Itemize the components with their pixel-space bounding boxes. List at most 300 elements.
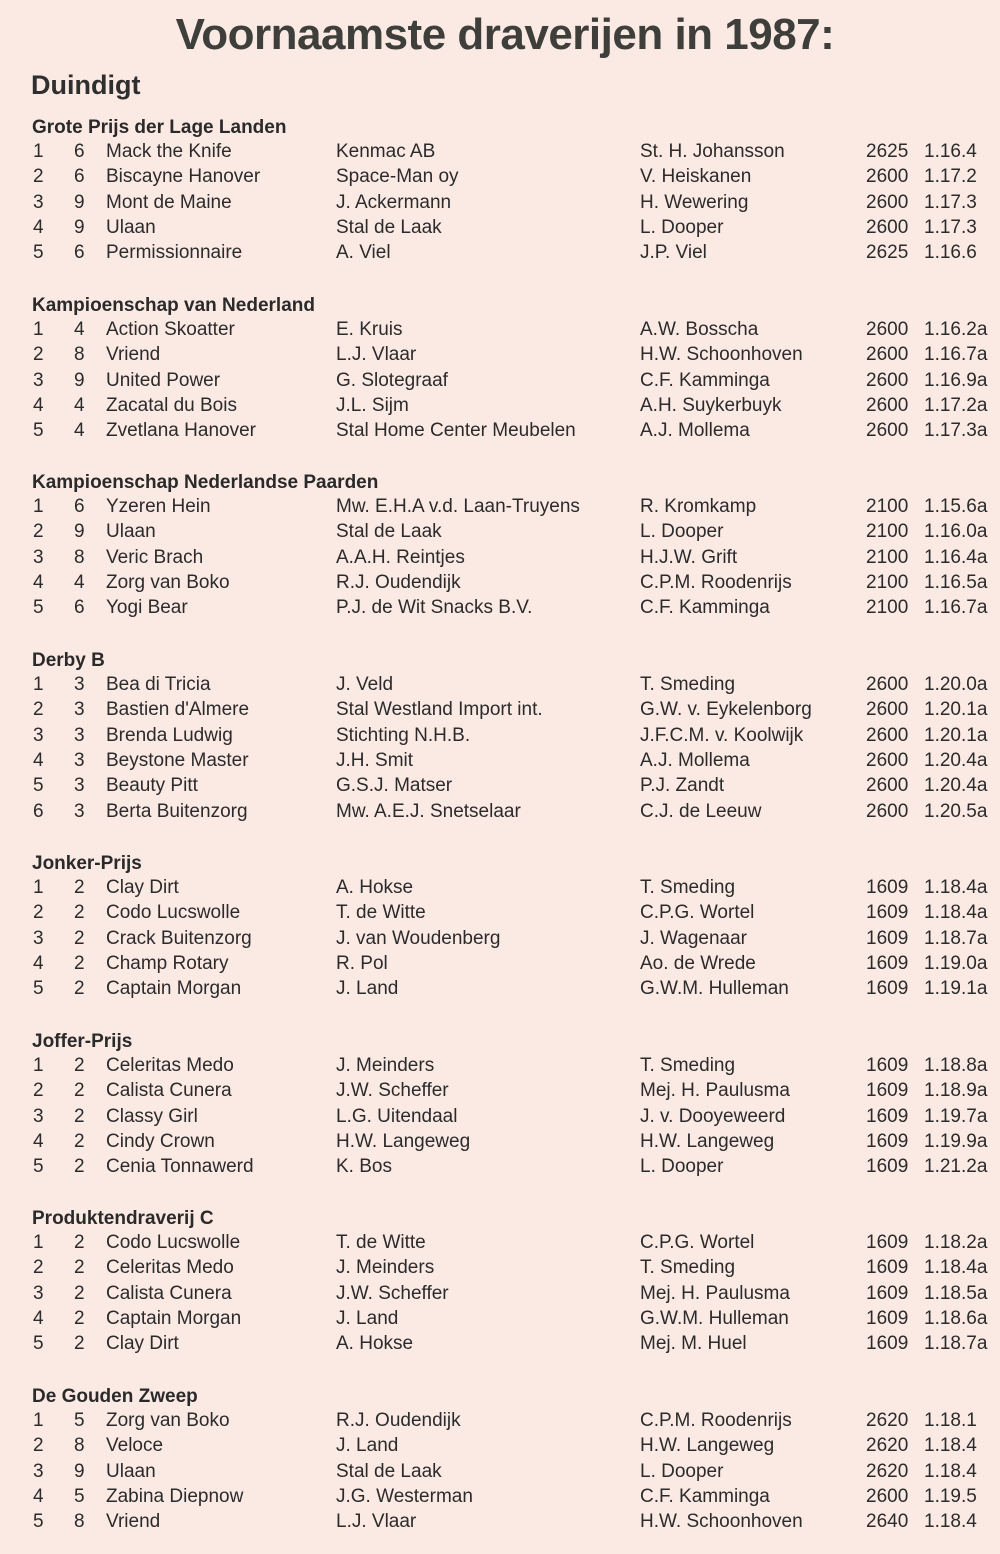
result-horse: Mack the Knife	[106, 141, 232, 162]
result-age: 3	[74, 674, 85, 695]
venue-heading: Duindigt	[31, 70, 141, 100]
race-title: Derby B	[32, 650, 105, 671]
result-age: 8	[74, 344, 85, 366]
result-horse: Bea di Tricia	[106, 674, 211, 695]
result-horse: Celeritas Medo	[106, 1257, 234, 1279]
result-time: 1.19.9a	[924, 1130, 988, 1152]
result-horse: Crack Buitenzorg	[106, 927, 252, 949]
result-pos: 5	[33, 420, 44, 442]
result-driver: Mej. H. Paulusma	[640, 1080, 790, 1102]
result-age: 6	[74, 242, 85, 264]
result-horse: Permissionnaire	[106, 242, 243, 264]
result-distance: 2600	[866, 1485, 909, 1507]
result-owner: P.J. de Wit Snacks B.V.	[336, 597, 533, 619]
result-owner: J. Land	[336, 978, 399, 1000]
result-driver: A.W. Bosscha	[640, 319, 759, 340]
result-driver: L. Dooper	[640, 1460, 724, 1482]
result-distance: 2600	[866, 394, 909, 416]
result-row	[0, 319, 1000, 344]
result-age: 2	[74, 952, 85, 974]
result-owner: A. Viel	[336, 242, 391, 264]
result-age: 9	[74, 369, 85, 391]
race-section	[0, 472, 1000, 627]
result-age: 3	[74, 749, 85, 771]
result-distance: 1609	[866, 1307, 909, 1329]
result-time: 1.17.2	[924, 166, 977, 188]
result-pos: 2	[33, 344, 44, 366]
result-row	[0, 1435, 1000, 1460]
result-row	[0, 192, 1000, 217]
result-time: 1.19.0a	[924, 952, 988, 974]
result-pos: 3	[33, 369, 44, 391]
result-driver: J.F.C.M. v. Koolwijk	[640, 724, 804, 746]
result-driver: Ao. de Wrede	[640, 952, 756, 974]
result-time: 1.16.9a	[924, 369, 988, 391]
result-owner: G. Slotegraaf	[336, 369, 448, 391]
result-distance: 2100	[866, 546, 909, 568]
result-horse: Veric Brach	[106, 546, 204, 568]
result-age: 4	[74, 394, 85, 416]
result-driver: J. Wagenaar	[640, 927, 748, 949]
result-pos: 2	[33, 166, 44, 188]
result-owner: L.J. Vlaar	[336, 344, 417, 366]
result-driver: T. Smeding	[640, 674, 736, 695]
result-distance: 2100	[866, 521, 909, 543]
result-distance: 2100	[866, 571, 909, 593]
result-time: 1.16.0a	[924, 521, 988, 543]
result-owner: T. de Witte	[336, 1232, 426, 1253]
result-distance: 2600	[866, 319, 909, 340]
result-age: 8	[74, 1435, 85, 1457]
result-age: 2	[74, 927, 85, 949]
result-distance: 1609	[866, 978, 909, 1000]
result-distance: 2600	[866, 749, 909, 771]
result-owner: Stal de Laak	[336, 1460, 442, 1482]
result-distance: 2600	[866, 420, 909, 442]
result-pos: 1	[33, 877, 44, 898]
result-driver: T. Smeding	[640, 877, 736, 898]
result-distance: 2600	[866, 166, 909, 188]
result-pos: 4	[33, 571, 44, 593]
result-time: 1.18.5a	[924, 1282, 988, 1304]
result-distance: 2625	[866, 141, 909, 162]
result-row	[0, 217, 1000, 242]
result-time: 1.16.7a	[924, 344, 988, 366]
result-owner: J. van Woudenberg	[336, 927, 501, 949]
result-age: 3	[74, 724, 85, 746]
result-horse: Celeritas Medo	[106, 1055, 234, 1076]
result-distance: 2620	[866, 1460, 909, 1482]
result-time: 1.19.1a	[924, 978, 988, 1000]
result-owner: J. Ackermann	[336, 191, 452, 213]
result-horse: Veloce	[106, 1435, 164, 1457]
result-row	[0, 344, 1000, 369]
result-driver: C.P.G. Wortel	[640, 1232, 755, 1253]
result-pos: 4	[33, 1485, 44, 1507]
result-time: 1.21.2a	[924, 1156, 988, 1178]
result-row	[0, 1131, 1000, 1156]
result-row	[0, 1257, 1000, 1282]
result-row	[0, 166, 1000, 191]
result-distance: 1609	[866, 1080, 909, 1102]
result-row	[0, 953, 1000, 978]
result-age: 4	[74, 420, 85, 442]
result-pos: 1	[33, 674, 44, 695]
result-horse: Zabina Diepnow	[106, 1485, 244, 1507]
result-age: 6	[74, 496, 85, 517]
result-horse: Ulaan	[106, 1460, 156, 1482]
result-driver: V. Heiskanen	[640, 166, 752, 188]
result-driver: C.F. Kamminga	[640, 369, 770, 391]
result-owner: Stichting N.H.B.	[336, 724, 471, 746]
result-age: 9	[74, 191, 85, 213]
result-time: 1.15.6a	[924, 496, 988, 517]
result-distance: 1609	[866, 877, 909, 898]
result-pos: 4	[33, 394, 44, 416]
result-time: 1.17.3a	[924, 420, 988, 442]
result-time: 1.16.2a	[924, 319, 988, 340]
result-horse: Brenda Ludwig	[106, 724, 233, 746]
result-row	[0, 725, 1000, 750]
result-age: 2	[74, 902, 85, 924]
result-row	[0, 1461, 1000, 1486]
result-pos: 5	[33, 597, 44, 619]
race-title: Grote Prijs der Lage Landen	[32, 117, 287, 138]
result-pos: 1	[33, 319, 44, 340]
result-horse: Mont de Maine	[106, 191, 232, 213]
result-row	[0, 1106, 1000, 1131]
result-time: 1.18.6a	[924, 1307, 988, 1329]
result-row	[0, 902, 1000, 927]
result-owner: R. Pol	[336, 952, 388, 974]
result-row	[0, 521, 1000, 546]
result-pos: 5	[33, 1156, 44, 1178]
result-driver: H.W. Schoonhoven	[640, 344, 803, 366]
result-owner: Space-Man oy	[336, 166, 459, 188]
result-age: 2	[74, 1130, 85, 1152]
result-time: 1.18.4	[924, 1435, 977, 1457]
result-owner: Stal de Laak	[336, 216, 442, 238]
result-time: 1.16.5a	[924, 571, 988, 593]
result-row	[0, 877, 1000, 902]
result-time: 1.20.0a	[924, 674, 988, 695]
result-pos: 4	[33, 1130, 44, 1152]
result-driver: H.W. Langeweg	[640, 1130, 775, 1152]
result-pos: 3	[33, 1105, 44, 1127]
result-row	[0, 750, 1000, 775]
result-time: 1.19.7a	[924, 1105, 988, 1127]
result-time: 1.18.1	[924, 1410, 977, 1431]
result-owner: L.G. Uitendaal	[336, 1105, 458, 1127]
result-distance: 2600	[866, 775, 909, 797]
result-driver: G.W. v. Eykelenborg	[640, 699, 812, 721]
result-age: 2	[74, 877, 85, 898]
result-pos: 4	[33, 952, 44, 974]
result-row	[0, 1333, 1000, 1358]
race-section	[0, 1386, 1000, 1541]
result-time: 1.19.5	[924, 1485, 977, 1507]
race-title: Joffer-Prijs	[32, 1031, 133, 1052]
result-age: 2	[74, 1307, 85, 1329]
result-horse: Clay Dirt	[106, 1333, 179, 1355]
result-pos: 2	[33, 1080, 44, 1102]
result-time: 1.18.4	[924, 1460, 977, 1482]
result-row	[0, 928, 1000, 953]
result-driver: J.P. Viel	[640, 242, 707, 264]
result-owner: Kenmac AB	[336, 141, 436, 162]
result-row	[0, 1511, 1000, 1536]
result-driver: A.J. Mollema	[640, 749, 750, 771]
result-driver: R. Kromkamp	[640, 496, 757, 517]
result-driver: G.W.M. Hulleman	[640, 1307, 789, 1329]
result-pos: 2	[33, 699, 44, 721]
result-pos: 3	[33, 927, 44, 949]
result-owner: J.H. Smit	[336, 749, 414, 771]
result-row	[0, 572, 1000, 597]
result-time: 1.18.8a	[924, 1055, 988, 1076]
result-age: 5	[74, 1485, 85, 1507]
result-horse: Zorg van Boko	[106, 571, 230, 593]
result-horse: Ulaan	[106, 216, 156, 238]
result-horse: Zvetlana Hanover	[106, 420, 256, 442]
result-age: 2	[74, 1080, 85, 1102]
result-owner: Mw. A.E.J. Snetselaar	[336, 800, 521, 822]
result-pos: 4	[33, 216, 44, 238]
result-horse: Beystone Master	[106, 749, 249, 771]
result-horse: Captain Morgan	[106, 1307, 242, 1329]
result-driver: L. Dooper	[640, 1156, 724, 1178]
result-age: 3	[74, 699, 85, 721]
result-driver: C.P.M. Roodenrijs	[640, 571, 792, 593]
result-row	[0, 1308, 1000, 1333]
result-row	[0, 801, 1000, 826]
result-owner: J.L. Sijm	[336, 394, 409, 416]
race-section	[0, 295, 1000, 450]
result-driver: C.P.G. Wortel	[640, 902, 755, 924]
result-age: 5	[74, 1410, 85, 1431]
result-time: 1.18.2a	[924, 1232, 988, 1253]
result-horse: Vriend	[106, 344, 161, 366]
result-distance: 2600	[866, 674, 909, 695]
result-pos: 4	[33, 1307, 44, 1329]
result-time: 1.16.7a	[924, 597, 988, 619]
result-horse: Classy Girl	[106, 1105, 198, 1127]
result-distance: 1609	[866, 1130, 909, 1152]
result-pos: 3	[33, 1460, 44, 1482]
result-owner: G.S.J. Matser	[336, 775, 453, 797]
result-row	[0, 1410, 1000, 1435]
result-age: 6	[74, 141, 85, 162]
result-driver: C.J. de Leeuw	[640, 800, 762, 822]
result-time: 1.16.4a	[924, 546, 988, 568]
result-row	[0, 978, 1000, 1003]
result-distance: 1609	[866, 1282, 909, 1304]
result-row	[0, 420, 1000, 445]
result-distance: 2625	[866, 242, 909, 264]
result-age: 2	[74, 1232, 85, 1253]
result-driver: T. Smeding	[640, 1257, 736, 1279]
result-time: 1.18.4a	[924, 902, 988, 924]
result-horse: Beauty Pitt	[106, 775, 198, 797]
result-owner: L.J. Vlaar	[336, 1511, 417, 1533]
result-owner: J. Meinders	[336, 1055, 435, 1076]
result-owner: J.W. Scheffer	[336, 1080, 449, 1102]
result-distance: 2600	[866, 216, 909, 238]
result-driver: St. H. Johansson	[640, 141, 785, 162]
result-horse: Calista Cunera	[106, 1282, 232, 1304]
result-distance: 1609	[866, 1105, 909, 1127]
result-age: 3	[74, 800, 85, 822]
result-age: 2	[74, 1105, 85, 1127]
race-section	[0, 1208, 1000, 1363]
result-pos: 1	[33, 496, 44, 517]
result-driver: H. Wewering	[640, 191, 749, 213]
result-owner: Mw. E.H.A v.d. Laan-Truyens	[336, 496, 580, 517]
result-time: 1.17.3	[924, 191, 977, 213]
result-horse: Cenia Tonnawerd	[106, 1156, 254, 1178]
result-row	[0, 597, 1000, 622]
result-pos: 2	[33, 1257, 44, 1279]
result-time: 1.16.6	[924, 242, 977, 264]
result-owner: J. Land	[336, 1307, 399, 1329]
result-row	[0, 1232, 1000, 1257]
result-distance: 1609	[866, 1232, 909, 1253]
result-distance: 2620	[866, 1435, 909, 1457]
result-horse: Captain Morgan	[106, 978, 242, 1000]
result-driver: T. Smeding	[640, 1055, 736, 1076]
result-distance: 1609	[866, 1333, 909, 1355]
result-horse: Calista Cunera	[106, 1080, 232, 1102]
result-distance: 1609	[866, 1055, 909, 1076]
result-row	[0, 1080, 1000, 1105]
result-owner: E. Kruis	[336, 319, 403, 340]
result-pos: 3	[33, 191, 44, 213]
result-owner: Stal de Laak	[336, 521, 442, 543]
result-owner: R.J. Oudendijk	[336, 571, 461, 593]
result-horse: Champ Rotary	[106, 952, 229, 974]
result-owner: A.A.H. Reintjes	[336, 546, 465, 568]
result-pos: 5	[33, 242, 44, 264]
result-row	[0, 699, 1000, 724]
result-pos: 1	[33, 141, 44, 162]
result-distance: 1609	[866, 952, 909, 974]
result-pos: 2	[33, 902, 44, 924]
result-driver: A.H. Suykerbuyk	[640, 394, 782, 416]
result-distance: 1609	[866, 1257, 909, 1279]
result-time: 1.20.4a	[924, 775, 988, 797]
result-row	[0, 1486, 1000, 1511]
result-driver: C.F. Kamminga	[640, 1485, 770, 1507]
result-age: 9	[74, 521, 85, 543]
result-distance: 2600	[866, 800, 909, 822]
result-driver: A.J. Mollema	[640, 420, 750, 442]
result-owner: A. Hokse	[336, 877, 414, 898]
result-owner: J. Veld	[336, 674, 394, 695]
result-time: 1.17.3	[924, 216, 977, 238]
result-owner: H.W. Langeweg	[336, 1130, 471, 1152]
result-pos: 4	[33, 749, 44, 771]
result-age: 2	[74, 1257, 85, 1279]
result-owner: Stal Home Center Meubelen	[336, 420, 576, 442]
result-age: 6	[74, 166, 85, 188]
result-row	[0, 141, 1000, 166]
result-horse: Codo Lucswolle	[106, 902, 241, 924]
result-row	[0, 1055, 1000, 1080]
race-title: De Gouden Zweep	[32, 1386, 198, 1407]
result-pos: 5	[33, 775, 44, 797]
result-time: 1.17.2a	[924, 394, 988, 416]
result-driver: L. Dooper	[640, 216, 724, 238]
result-row	[0, 242, 1000, 267]
result-age: 2	[74, 1156, 85, 1178]
result-age: 9	[74, 1460, 85, 1482]
result-distance: 2600	[866, 699, 909, 721]
result-driver: H.J.W. Grift	[640, 546, 738, 568]
race-section	[0, 853, 1000, 1008]
result-row	[0, 370, 1000, 395]
page-title: Voornaamste draverijen in 1987:	[175, 10, 835, 59]
race-title: Produktendraverij C	[32, 1208, 214, 1229]
result-age: 2	[74, 1055, 85, 1076]
result-driver: L. Dooper	[640, 521, 724, 543]
result-distance: 2620	[866, 1410, 909, 1431]
result-pos: 6	[33, 800, 44, 822]
result-horse: Codo Lucswolle	[106, 1232, 241, 1253]
result-horse: Biscayne Hanover	[106, 166, 261, 188]
result-owner: Stal Westland Import int.	[336, 699, 543, 721]
result-horse: United Power	[106, 369, 221, 391]
result-age: 8	[74, 1511, 85, 1533]
result-row	[0, 496, 1000, 521]
result-pos: 1	[33, 1232, 44, 1253]
result-time: 1.20.5a	[924, 800, 988, 822]
result-distance: 2600	[866, 344, 909, 366]
result-driver: J. v. Dooyeweerd	[640, 1105, 786, 1127]
result-distance: 2600	[866, 724, 909, 746]
result-age: 2	[74, 1282, 85, 1304]
result-distance: 2100	[866, 597, 909, 619]
result-pos: 2	[33, 1435, 44, 1457]
result-row	[0, 775, 1000, 800]
result-horse: Bastien d'Almere	[106, 699, 250, 721]
result-driver: H.W. Langeweg	[640, 1435, 775, 1457]
result-pos: 5	[33, 1333, 44, 1355]
result-pos: 3	[33, 546, 44, 568]
result-time: 1.20.4a	[924, 749, 988, 771]
result-horse: Vriend	[106, 1511, 161, 1533]
result-horse: Zorg van Boko	[106, 1410, 230, 1431]
result-distance: 2640	[866, 1511, 909, 1533]
result-driver: C.F. Kamminga	[640, 597, 770, 619]
race-title: Kampioenschap van Nederland	[32, 295, 315, 316]
result-age: 8	[74, 546, 85, 568]
result-horse: Action Skoatter	[106, 319, 235, 340]
result-age: 6	[74, 597, 85, 619]
result-age: 9	[74, 216, 85, 238]
result-owner: K. Bos	[336, 1156, 392, 1178]
result-horse: Berta Buitenzorg	[106, 800, 248, 822]
result-horse: Cindy Crown	[106, 1130, 215, 1152]
result-distance: 1609	[866, 902, 909, 924]
result-owner: J. Meinders	[336, 1257, 435, 1279]
result-pos: 5	[33, 1511, 44, 1533]
result-time: 1.18.4a	[924, 877, 988, 898]
result-pos: 5	[33, 978, 44, 1000]
result-age: 2	[74, 1333, 85, 1355]
result-distance: 2600	[866, 369, 909, 391]
result-driver: G.W.M. Hulleman	[640, 978, 789, 1000]
result-driver: Mej. H. Paulusma	[640, 1282, 790, 1304]
